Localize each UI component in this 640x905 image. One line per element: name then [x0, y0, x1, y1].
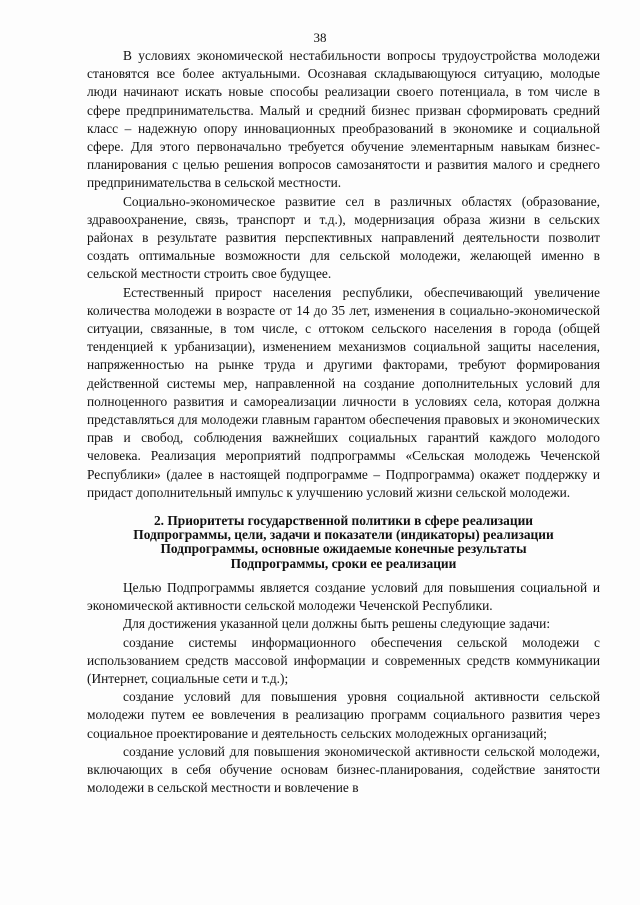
paragraph: Социально-экономическое развитие сел в различных областях (образование, здравоохранение, связь, транспорт и т.д.), модернизация образа жизни в сельских районах в результате развития перспективных направлений деятельности позволит создать оптимальные возможности для сельской молодежи, желающей именно в сельской местности строить свое будущее.	[87, 193, 600, 282]
section-heading-line: Подпрограммы, цели, задачи и показатели (индикаторы) реализации	[133, 527, 554, 543]
section-heading-line: Подпрограммы, сроки ее реализации	[230, 555, 457, 571]
section-heading-line: 2. Приоритеты государственной политики в сфере реализации	[153, 513, 534, 529]
document-body	[87, 47, 600, 797]
paragraph: Для достижения указанной цели должны быть решены следующие задачи:	[123, 616, 551, 632]
section-heading-line: Подпрограммы, основные ожидаемые конечные результаты	[160, 541, 527, 557]
paragraph: создание системы информационного обеспечения сельской молодежи с использованием средств массовой информации и современных средств коммуникации (Интернет, социальные сети и т.д.);	[87, 634, 600, 686]
paragraph: создание условий для повышения уровня социальной активности сельской молодежи путем ее вовлечения в реализацию программ социального развития через социальное проектирование и деятельность сельских молодежных организаций;	[87, 689, 600, 741]
page-number: 38	[313, 30, 327, 45]
paragraph: создание условий для повышения экономической активности сельской молодежи, включающих в себя обучение основам бизнес-планирования, содействие занятости молодежи в сельской местности и вовлечение в	[87, 743, 600, 796]
section-heading	[87, 514, 600, 571]
paragraph: Естественный прирост населения республики, обеспечивающий увеличение количества молодежи в возрасте от 14 до 35 лет, изменения в социально-экономической ситуации, связанные, в том числе, с оттоком сельского населения в города (общей тенденцией к урбанизации), изменением механизмов социальной защиты населения, напряженностью на рынке труда и другими факторами, требуют формирования действенной системы мер, направленной на создание дополнительных условий для полноценного развития и самореализации личности в условиях села, которая должна представляться для молодежи главным гарантом обеспечения правовых и экономических прав и свобод, соблюдения важнейших социальных гарантий каждого молодого человека. Реализация мероприятий подпрограммы «Сельская молодежь Чеченской Республики» (далее в настоящей подпрограмме – Подпрограмма) окажет поддержку и придаст дополнительный импульс к улучшению условий жизни сельской молодежи.	[87, 284, 600, 500]
paragraph: Целью Подпрограммы является создание условий для повышения социальной и экономической активности сельской молодежи Чеченской Республики.	[87, 579, 600, 614]
paragraph: В условиях экономической нестабильности вопросы трудоустройства молодежи становятся все более актуальными. Осознавая складывающуюся ситуацию, молодые люди начинают искать новые способы реализации своего потенциала, в том числе в сфере предпринимательства. Малый и средний бизнес призван сформировать средний класс – надежную опору инновационных преобразований в экономике и социальной сфере. Для этого первоначально требуется обучение элементарным навыкам бизнес-планирования с целью решения вопросов самозанятости и развития малого и среднего предпринимательства в сельской местности.	[87, 48, 600, 191]
